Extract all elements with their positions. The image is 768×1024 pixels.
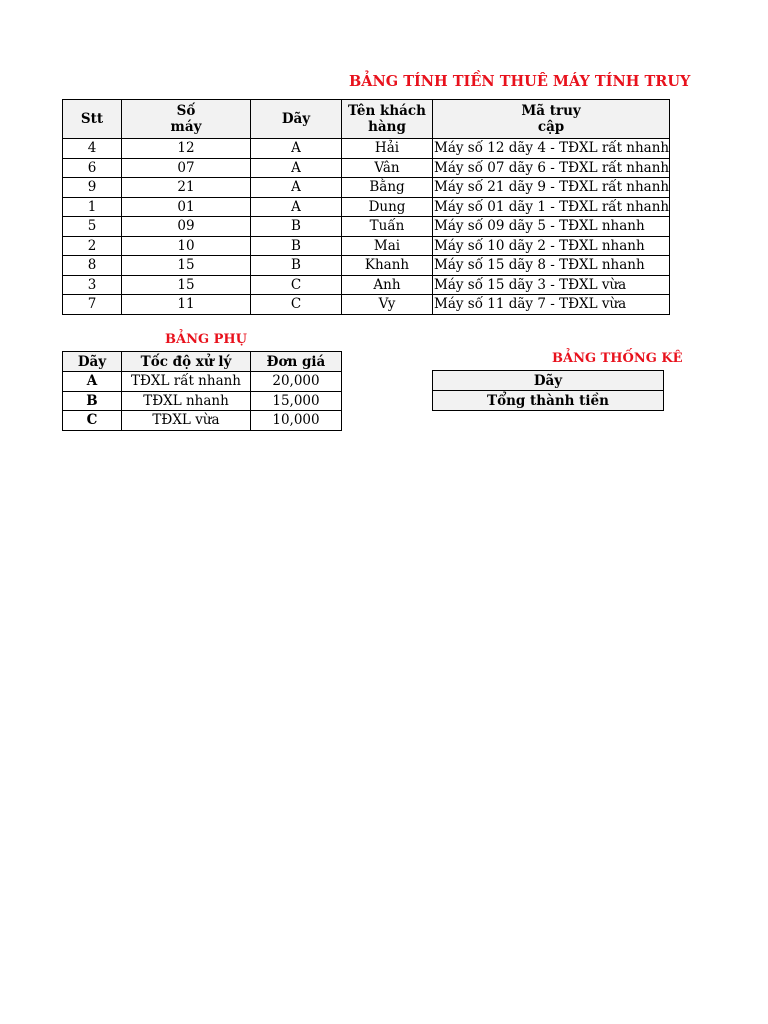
aux-cell-day[interactable]: B xyxy=(63,391,122,411)
cell-stt[interactable]: 1 xyxy=(63,197,122,217)
header-ma-line2: cập xyxy=(537,119,565,135)
cell-stt[interactable]: 7 xyxy=(63,295,122,315)
aux-header-toc-do[interactable]: Tốc độ xử lý xyxy=(122,352,251,372)
table-row xyxy=(433,391,664,411)
stat-cell-tong-thanh-tien[interactable]: Tổng thành tiền xyxy=(433,391,664,411)
header-ten-line2: hàng xyxy=(368,119,406,135)
cell-ten[interactable]: Tuấn xyxy=(342,217,433,237)
cell-ma-truy-cap[interactable]: Máy số 07 dãy 6 - TĐXL rất nhanh xyxy=(434,159,670,176)
cell-stt[interactable]: 4 xyxy=(63,139,122,159)
aux-cell-day[interactable]: A xyxy=(63,372,122,392)
aux-table-title: BẢNG PHỤ xyxy=(165,332,247,347)
cell-day[interactable]: A xyxy=(251,178,342,198)
table-row xyxy=(63,236,670,256)
cell-so-may[interactable]: 07 xyxy=(122,158,251,178)
cell-stt[interactable]: 5 xyxy=(63,217,122,237)
cell-so-may[interactable]: 09 xyxy=(122,217,251,237)
table-row xyxy=(63,372,342,392)
header-day-label: Dãy xyxy=(281,111,311,127)
header-ten-khach-hang[interactable] xyxy=(342,100,433,139)
cell-stt[interactable]: 9 xyxy=(63,178,122,198)
table-row xyxy=(63,256,670,276)
header-so-may-line1: Số xyxy=(176,103,196,119)
rental-table xyxy=(62,99,670,315)
cell-day[interactable]: A xyxy=(251,158,342,178)
aux-cell-toc-do[interactable]: TĐXL nhanh xyxy=(122,391,251,411)
cell-so-may[interactable]: 15 xyxy=(122,275,251,295)
cell-ma-truy-cap[interactable]: Máy số 09 dãy 5 - TĐXL nhanh xyxy=(433,217,670,237)
cell-so-may[interactable]: 12 xyxy=(122,139,251,159)
aux-cell-don-gia[interactable]: 10,000 xyxy=(251,411,342,431)
cell-day[interactable]: A xyxy=(251,139,342,159)
cell-ten[interactable]: Khanh xyxy=(342,256,433,276)
sheet-title: BẢNG TÍNH TIỀN THUÊ MÁY TÍNH TRUY xyxy=(349,73,691,90)
stat-cell-day[interactable]: Dãy xyxy=(433,371,664,391)
cell-ten[interactable]: Dung xyxy=(342,197,433,217)
header-day[interactable] xyxy=(251,100,342,139)
cell-day[interactable]: A xyxy=(251,197,342,217)
table-row xyxy=(63,217,670,237)
cell-ma-truy-cap[interactable]: Máy số 15 dãy 8 - TĐXL nhanh xyxy=(433,256,670,276)
table-row xyxy=(63,275,670,295)
cell-ma-truy-cap[interactable]: Máy số 10 dãy 2 - TĐXL nhanh xyxy=(433,236,670,256)
header-ten-line1: Tên khách xyxy=(348,103,426,119)
aux-cell-toc-do[interactable]: TĐXL rất nhanh xyxy=(122,372,251,392)
cell-stt[interactable]: 8 xyxy=(63,256,122,276)
table-row xyxy=(63,411,342,431)
aux-table-header xyxy=(63,352,342,372)
aux-header-day[interactable]: Dãy xyxy=(63,352,122,372)
table-row xyxy=(63,391,342,411)
rental-table-header xyxy=(63,100,670,139)
cell-so-may[interactable]: 10 xyxy=(122,236,251,256)
cell-ma-truy-cap[interactable]: Máy số 15 dãy 3 - TĐXL vừa xyxy=(433,275,670,295)
cell-day[interactable]: C xyxy=(251,295,342,315)
table-row xyxy=(63,197,670,217)
header-stt-label: Stt xyxy=(80,111,104,127)
cell-so-may[interactable]: 11 xyxy=(122,295,251,315)
header-stt[interactable] xyxy=(63,100,122,139)
aux-cell-don-gia[interactable]: 20,000 xyxy=(251,372,342,392)
cell-day[interactable]: B xyxy=(251,256,342,276)
aux-cell-don-gia[interactable]: 15,000 xyxy=(251,391,342,411)
stat-table-title: BẢNG THỐNG KÊ xyxy=(552,351,683,366)
cell-so-may[interactable]: 15 xyxy=(122,256,251,276)
header-so-may-line2: máy xyxy=(170,119,202,135)
cell-ten[interactable]: Vân xyxy=(342,158,433,178)
cell-ma-truy-cap[interactable]: Máy số 01 dãy 1 - TĐXL rất nhanh xyxy=(434,198,670,215)
table-row xyxy=(433,371,664,391)
cell-ten[interactable]: Anh xyxy=(342,275,433,295)
table-row xyxy=(63,139,670,159)
aux-table xyxy=(62,351,342,431)
cell-ma-truy-cap[interactable]: Máy số 21 dãy 9 - TĐXL rất nhanh xyxy=(434,179,670,196)
header-ma-truy-cap[interactable] xyxy=(433,100,670,139)
cell-ma-truy-cap[interactable]: Máy số 11 dãy 7 - TĐXL vừa xyxy=(433,295,670,315)
cell-so-may[interactable]: 21 xyxy=(122,178,251,198)
header-ma-line1: Mã truy xyxy=(521,103,581,119)
cell-stt[interactable]: 2 xyxy=(63,236,122,256)
cell-day[interactable]: B xyxy=(251,236,342,256)
cell-day[interactable]: B xyxy=(251,217,342,237)
table-row xyxy=(63,178,670,198)
aux-cell-day[interactable]: C xyxy=(63,411,122,431)
table-row xyxy=(63,158,670,178)
stat-table xyxy=(432,370,664,411)
cell-ma-truy-cap[interactable]: Máy số 12 dãy 4 - TĐXL rất nhanh xyxy=(434,140,670,157)
cell-ten[interactable]: Bằng xyxy=(342,178,433,198)
header-so-may[interactable] xyxy=(122,100,251,139)
aux-header-don-gia[interactable]: Đơn giá xyxy=(251,352,342,372)
cell-so-may[interactable]: 01 xyxy=(122,197,251,217)
cell-ten[interactable]: Vy xyxy=(342,295,433,315)
cell-ten[interactable]: Hải xyxy=(342,139,433,159)
cell-stt[interactable]: 3 xyxy=(63,275,122,295)
cell-stt[interactable]: 6 xyxy=(63,158,122,178)
cell-day[interactable]: C xyxy=(251,275,342,295)
table-row xyxy=(63,295,670,315)
aux-cell-toc-do[interactable]: TĐXL vừa xyxy=(122,411,251,431)
cell-ten[interactable]: Mai xyxy=(342,236,433,256)
